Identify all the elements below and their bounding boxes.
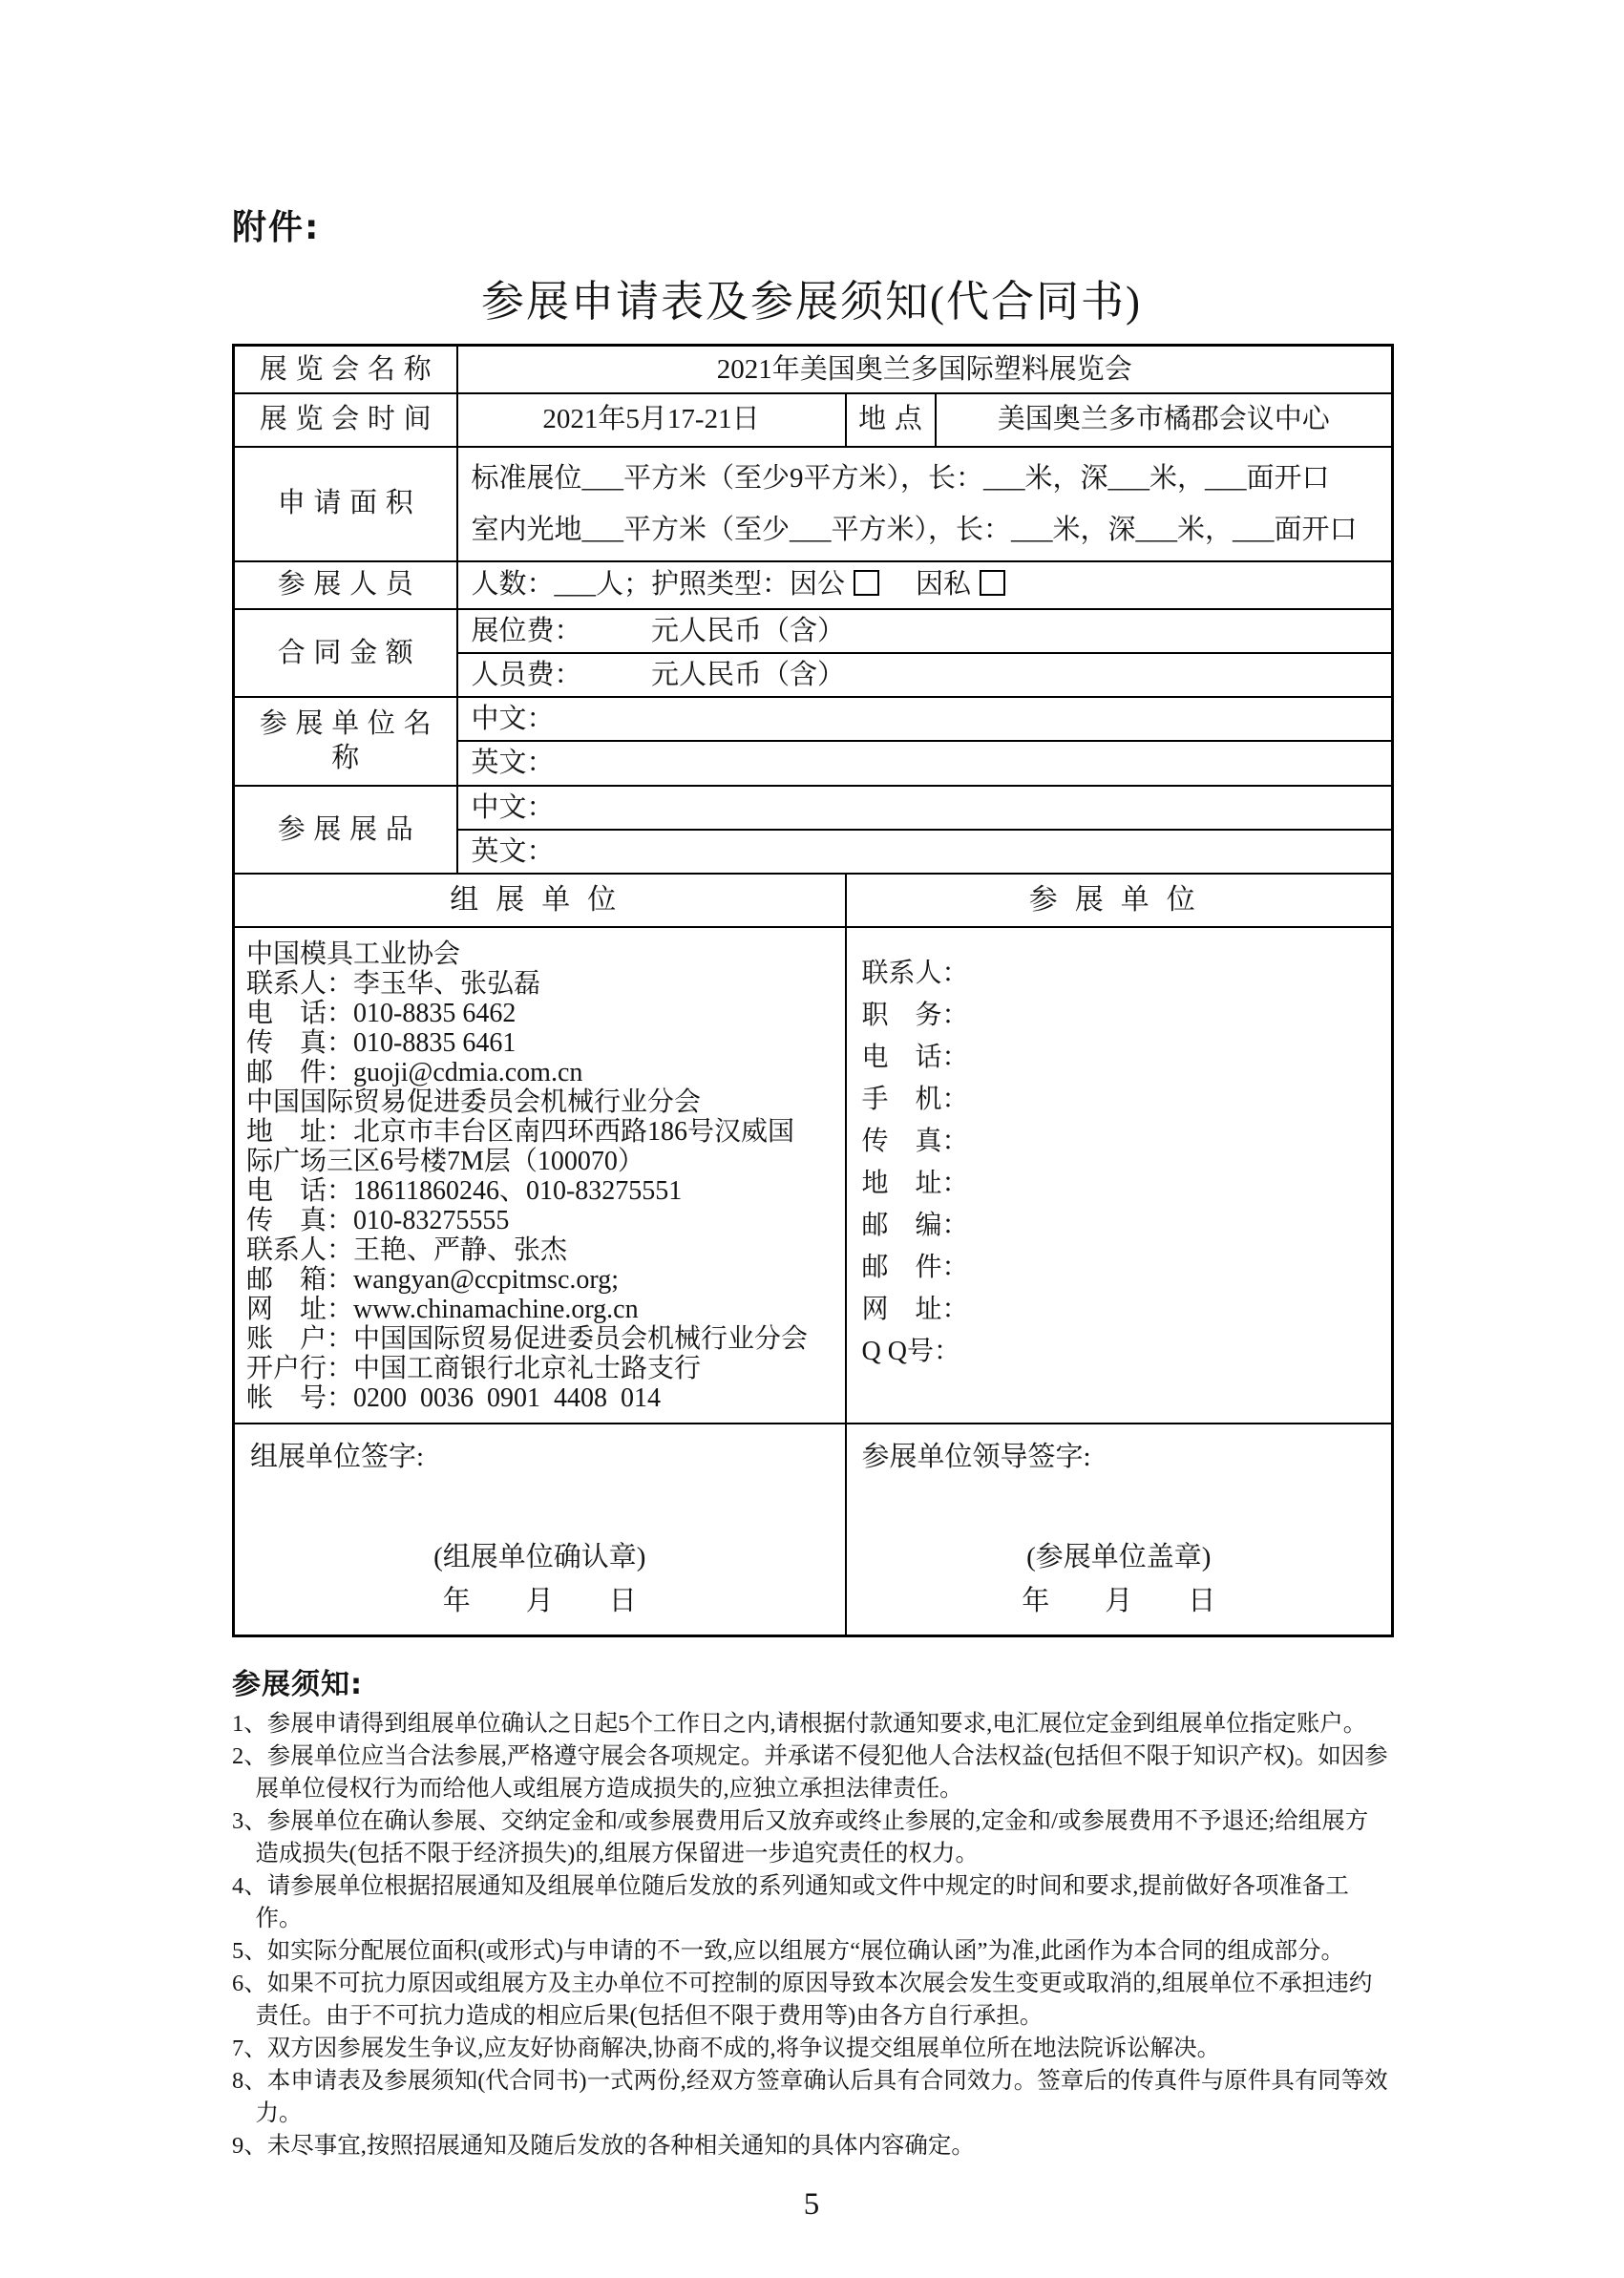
applied-area-label: 申请面积 [234, 447, 457, 561]
note-item: 8、本申请表及参展须知(代合同书)一式两份,经双方签章确认后具有合同效力。签章后的传真件与原件具有同等效力。 [232, 2067, 1388, 2126]
passport-official-label: 因公 [790, 569, 846, 601]
area-standard-booth-line: 标准展位___平方米（至少9平方米），长：___米，深___米，___面开口 [471, 462, 1330, 494]
organizer-contact-line: 中国国际贸易促进委员会机械行业分会 [246, 1087, 702, 1117]
exhibits-cn-value: 中文： [457, 786, 1393, 830]
exhibitor-contact-line: 传 真： [861, 1127, 969, 1156]
applied-area-value [457, 447, 1393, 561]
row-company-name-cn [234, 697, 1393, 741]
exhibitor-info-cell [846, 927, 1393, 1424]
organizer-contact-line: 联系人：李玉华、张弘磊 [246, 969, 541, 999]
organizer-contact-line: 电 话：18611860246、010-83275551 [246, 1176, 683, 1206]
passport-private-label: 因私 [916, 569, 972, 601]
page-title: 参展申请表及参展须知(代合同书) [481, 278, 1142, 326]
note-item: 1、参展申请得到组展单位确认之日起5个工作日之内,请根据付款通知要求,电汇展位定金到组展单位指定账户。 [232, 1710, 1367, 1737]
note-item: 5、如实际分配展位面积(或形式)与申请的不一致,应以组展方“展位确认函”为准,此函作为本合同的组成部分。 [232, 1937, 1345, 1964]
participants-label: 参展人员 [234, 561, 457, 609]
row-applied-area [234, 447, 1393, 561]
organizer-contact-line: 中国模具工业协会 [246, 939, 461, 969]
exhibitor-contact-line: 邮 编： [861, 1211, 969, 1240]
organizer-stamp-note: (组展单位确认章) [433, 1542, 646, 1572]
official-checkbox [854, 570, 879, 596]
attachment-label: 附件: [232, 208, 321, 247]
location-value: 美国奥兰多市橘郡会议中心 [936, 393, 1393, 447]
private-checkbox [980, 570, 1005, 596]
location-label: 地点 [846, 393, 936, 447]
row-signatures [234, 1424, 1393, 1635]
exhibitor-sign-label: 参展单位领导签字: [861, 1442, 1091, 1472]
organizer-contact-line: 开户行：中国工商银行北京礼士路支行 [246, 1354, 702, 1383]
exhibitor-contact-line: 地 址： [861, 1169, 969, 1198]
exhibitor-stamp-block [847, 1540, 1392, 1619]
organizer-contact-line: 地 址：北京市丰台区南四环西路186号汉威国际广场三区6号楼7M层（100070） [246, 1117, 795, 1176]
exhibitor-header: 参展单位 [846, 874, 1393, 927]
staff-fee-value: 人员费： 元人民币（含） [457, 653, 1393, 697]
organizer-date-line: 年 月 日 [442, 1586, 637, 1617]
organizer-contact-line: 邮 箱：wangyan@ccpitmsc.org; [246, 1265, 619, 1295]
contract-amount-label: 合同金额 [234, 609, 457, 698]
application-form-table [232, 344, 1394, 1637]
notes-list [232, 1708, 1391, 2162]
organizer-header: 组展单位 [234, 874, 846, 927]
exhibitor-contact-line: 职 务： [861, 1001, 969, 1030]
exhibitor-signature-cell [846, 1424, 1393, 1635]
row-participants [234, 561, 1393, 609]
participants-count-text: 人数：___人；护照类型： [471, 569, 791, 601]
exhibits-en-value: 英文： [457, 830, 1393, 874]
exhibitor-contact-line: 网 址： [861, 1295, 969, 1324]
organizer-contact-line: 传 真：010-8835 6461 [246, 1028, 517, 1058]
booth-fee-value: 展位费： 元人民币（含） [457, 609, 1393, 653]
company-name-en-value: 英文： [457, 741, 1393, 785]
company-name-cn-value: 中文： [457, 697, 1393, 741]
row-exhibits-cn [234, 786, 1393, 830]
organizer-contact-line: 帐 号：0200 0036 0901 4408 014 [246, 1383, 662, 1413]
organizer-sign-label: 组展单位签字: [250, 1442, 425, 1472]
exhibitor-contact-line: 电 话： [861, 1043, 969, 1072]
notes-section [232, 1660, 1391, 2162]
organizer-contact-line: 账 户：中国国际贸易促进委员会机械行业分会 [246, 1324, 809, 1354]
organizer-contact-line: 联系人：王艳、严静、张杰 [246, 1235, 568, 1265]
note-item: 7、双方因参展发生争议,应友好协商解决,协商不成的,将争议提交组展单位所在地法院诉讼解决。 [232, 2035, 1221, 2061]
exhibitor-stamp-note: (参展单位盖章) [1026, 1542, 1212, 1572]
exhibitor-date-line: 年 月 日 [1022, 1586, 1216, 1617]
row-contact-info [234, 927, 1393, 1424]
exhibitor-contact-line: Q Q号： [861, 1337, 960, 1366]
row-exhibition-name [234, 346, 1393, 393]
page-number: 5 [803, 2186, 820, 2222]
note-item: 4、请参展单位根据招展通知及组展单位随后发放的系列通知或文件中规定的时间和要求,提前做好各项准备工作。 [232, 1872, 1349, 1931]
exhibitor-contact-line: 联系人： [861, 959, 969, 988]
note-item: 6、如果不可抗力原因或组展方及主办单位不可控制的原因导致本次展会发生变更或取消的,组展单位不承担违约责任。由于不可抗力造成的相应后果(包括但不限于费用等)由各方自行承担。 [232, 1970, 1373, 2029]
organizer-stamp-block [235, 1540, 845, 1619]
exhibition-name-value: 2021年美国奥兰多国际塑料展览会 [457, 346, 1393, 393]
exhibition-name-label: 展览会名称 [234, 346, 457, 393]
organizer-contact-line: 网 址：www.chinamachine.org.cn [246, 1295, 639, 1324]
page-content [232, 0, 1391, 2223]
row-contract-amount-booth [234, 609, 1393, 653]
company-name-label: 参展单位名称 [234, 697, 457, 786]
exhibition-time-value: 2021年5月17-21日 [457, 393, 846, 447]
row-section-headers [234, 874, 1393, 927]
exhibition-time-label: 展览会时间 [234, 393, 457, 447]
note-item: 9、未尽事宜,按照招展通知及随后发放的各种相关通知的具体内容确定。 [232, 2132, 975, 2159]
organizer-info-cell [234, 927, 846, 1424]
organizer-contact-line: 传 真：010-83275555 [246, 1206, 510, 1235]
exhibitor-contact-line: 手 机： [861, 1085, 969, 1114]
note-item: 2、参展单位应当合法参展,严格遵守展会各项规定。并承诺不侵犯他人合法权益(包括但不限于知识产权)。如因参展单位侵权行为而给他人或组展方造成损失的,应独立承担法律责任。 [232, 1742, 1388, 1802]
organizer-contact-line: 电 话：010-8835 6462 [246, 999, 517, 1028]
area-raw-space-line: 室内光地___平方米（至少___平方米），长：___米，深___米，___面开口 [471, 514, 1358, 545]
organizer-signature-cell [234, 1424, 846, 1635]
notes-title: 参展须知: [232, 1667, 363, 1701]
note-item: 3、参展单位在确认参展、交纳定金和/或参展费用后又放弃或终止参展的,定金和/或参展费用不予退还;给组展方造成损失(包括不限于经济损失)的,组展方保留进一步追究责任的权力。 [232, 1807, 1369, 1867]
exhibits-label: 参展展品 [234, 786, 457, 875]
organizer-contact-line: 邮 件：guoji@cdmia.com.cn [246, 1058, 583, 1087]
row-exhibition-time [234, 393, 1393, 447]
participants-value [457, 561, 1393, 609]
exhibitor-contact-line: 邮 件： [861, 1253, 969, 1282]
